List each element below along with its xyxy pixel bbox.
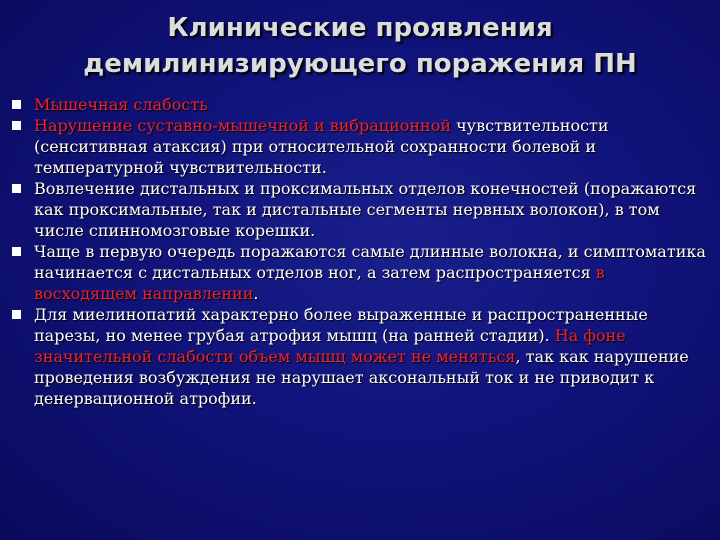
list-item [10, 115, 710, 178]
text-segment: чувствительности (сенситивная атаксия) при относительной сохранности болевой и температурной чувствительности. [34, 116, 609, 177]
text-segment: Мышечная слабость [34, 95, 208, 114]
list-item [10, 94, 710, 115]
text-segment: Чаще в первую очередь поражаются самые длинные волокна, и симптоматика начинается с дистальных отделов ног, а затем распространяется [34, 242, 706, 282]
text-segment: , так как нарушение проведения возбуждения не нарушает аксональный ток и не приводит к денервационной атрофии. [34, 347, 689, 408]
text-segment: в восходящем направлении [34, 263, 605, 303]
square-bullet-icon [12, 310, 21, 319]
square-bullet-icon [12, 100, 21, 109]
text-segment: . [253, 284, 259, 303]
slide-title [0, 10, 720, 82]
square-bullet-icon [12, 121, 21, 130]
text-segment: Нарушение суставно-мышечной и вибрационной [34, 116, 452, 135]
text-segment: Для миелинопатий характерно более выраженные и распространенные парезы, но менее грубая атрофия мышц (на ранней стадии). [34, 305, 648, 345]
slide-title-line1: Клинические проявления [167, 13, 553, 43]
list-item [10, 304, 710, 409]
text-segment: На фоне значительной слабости объем мышц может не меняться [34, 326, 626, 366]
slide-title-line2: демилинизирующего поражения ПН [83, 49, 637, 79]
list-item [10, 178, 710, 241]
square-bullet-icon [12, 247, 21, 256]
square-bullet-icon [12, 184, 21, 193]
list-item [10, 241, 710, 304]
bullet-list [10, 94, 710, 409]
text-segment: Вовлечение дистальных и проксимальных отделов конечностей (поражаются как проксимальные, так и дистальные сегменты нервных волокон), в том числе спинномозговые корешки. [34, 179, 697, 240]
